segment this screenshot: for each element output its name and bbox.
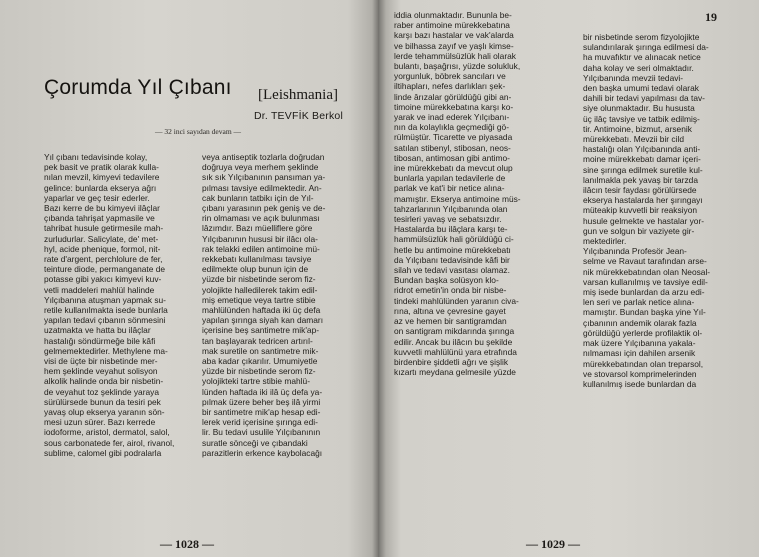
text-line: yaparlar ve geç tesir ederler. [44,192,150,203]
text-line: mahlülünden haftada iki üç defa [202,305,321,316]
text-line: doğruya veya merhem şeklinde [202,162,319,173]
text-line: sous carbonatede fer, airol, rivanol, [44,437,175,448]
article-subtitle: [Leishmania] [258,87,338,103]
text-line: miş isede bunlardan da arzu edi- [583,287,705,298]
text-line: çıbanı yarasının pek geniş ve de- [202,203,326,214]
text-line: uzatmakta ve hatta bu ilâçlar [44,325,151,336]
text-line: lâzımdır. Bazı müelliflere göre [202,223,313,234]
right-page-number: — 1029 — [526,537,580,551]
text-line: mürekkebatından olan treparsol, [583,358,704,369]
text-line: Yılçıbanında mevzii tedavi- [583,72,684,83]
text-line: sulandırılarak şırınga edilmesi da- [583,42,709,53]
text-line: retile kullanılmakta isede bunlarla [44,305,168,316]
text-line: kızartı meydana gelmesile yüzde [394,367,516,378]
text-line: lir. Bu tedavi usulile Yılçıbanının [202,427,321,438]
text-line: Bundan başka solüsyon klo- [394,275,499,286]
text-line: tan başlayarak tedricen artırıl- [202,335,313,346]
text-line: satılan stibenyl, stibosan, neos- [394,142,511,153]
text-line: çıbanda tahrişat yapmasile ve [44,213,155,224]
text-line: suratle sönceği ve çıbandaki [202,437,308,448]
text-line: tir. Antimoine, bizmut, arsenik [583,123,692,134]
text-line: den başka umumi tedavi olarak [583,83,699,94]
text-line: alkolik halinde onda bir nisbetin- [44,376,164,387]
text-line: hem şeklinde veyahut solisyon [44,366,158,377]
left-page [0,0,378,557]
text-line: edilmekte olup bunun için de [202,264,309,275]
article-title: Çorumda Yıl Çıbanı [44,76,232,99]
text-line: da Yılçıbanı tedavisinde kâfi bir [394,254,510,265]
text-line: gun ve solgun bir vaziyete gir- [583,225,695,236]
text-line: ekserya hastalarda her şırıngayı [583,195,703,206]
text-line: yolojikteki tartre stibie mahlü- [202,376,310,387]
text-line: ilâcın tesir faydası görülürsede [583,185,697,196]
text-line: rate d'argent, perchlolure de fer, [44,254,163,265]
text-line: pılmak üzere beher beş ilâ yirmi [202,396,321,407]
text-line: gelince: bunlarda ekserya ağrı [44,182,157,193]
book-gutter [372,0,386,557]
right-page-column-2 [583,32,737,389]
text-line: iltihapları, nefes darlıkları şek- [394,81,506,92]
text-line: birdenbire şiddetli ağrı ve şişlik [394,356,509,367]
text-line: mamıştır. Bundan başka yine Yıl- [583,307,706,318]
text-line: bulantı, başağrısı, yüzde solukluk, [394,61,521,72]
text-line: yarak ve inad ederek Yılçıbanı- [394,112,510,123]
text-line: müteakip kuvvetli bir reaksiyon [583,205,698,216]
left-page-column-1 [44,152,194,458]
text-line: pılması tavsiye edilmektedir. An- [202,182,322,193]
text-line: lerde tehammülsüzlük hali olarak [394,50,516,61]
text-line: vetli maddeleri mahlül halinde [44,284,155,295]
text-line: yapılan tedavi çıbanın sönmesini [44,315,166,326]
text-line: mak suretile on santimetre mik- [202,345,319,356]
text-line: len seri ve parlak netice alına- [583,297,695,308]
text-line: görüldüğü yerlerde profilaktik ol- [583,327,703,338]
text-line: hetle bu antimoine mürekkebatı [394,244,511,255]
text-line: parazitlerin erkence kaybolacağı [202,447,323,458]
text-line: mak üzere Yılçıbanına yakala- [583,338,696,349]
text-line: karşı bazı hastalar ve vak'alarda [394,30,514,41]
text-line: lünden haftada iki ilâ üç defa ya- [202,386,323,397]
text-line: ine mürekkebatı da mevcut olup [394,163,513,174]
text-line: ridrot emetin'in onda bir nisbe- [394,285,507,296]
text-line: gelmemektedirler. Methylene ma- [44,345,168,356]
text-line: on santigram mikdarında şırınga [394,326,515,337]
text-line: nın da kolaylıkla geçmediği gö- [394,122,509,133]
text-line: linde ârızalar görüldüğü gibi an- [394,91,512,102]
text-line: rına, altına ve çevresine gayet [394,305,506,316]
text-line: Yılçıbanına atuşman yapmak su- [44,294,166,305]
text-line: ve stovarsol komprimelerinden [583,368,697,379]
left-page-column-2 [202,152,359,458]
text-line: dahili bir tedavi yapılması da tav- [583,93,705,104]
text-line: miş emetique veya tartre stibie [202,294,316,305]
text-line: üç ilâç tavsiye ve tatbik edilmiş- [583,113,700,124]
text-line: yüzde bir nisbetinde serom fiz- [202,366,316,377]
text-line: tahzarlarının Yılçıbanında olan [394,203,508,214]
text-line: husule gelmekte ve hastalar yor- [583,215,705,226]
text-line: mektedirler. [583,236,627,247]
text-line: tesirleri yavaş ve sebatsızdır. [394,214,502,225]
text-line: silah ve tedavi vasıtası olamaz. [394,265,510,276]
text-line: hammülsüzlük hali görüldüğü ci- [394,234,514,245]
article-author: Dr. TEVFİK Berkol [254,110,343,122]
text-line: Yıl çıbanı tedavisinde kolay, [44,152,148,162]
text-line: tindeki mahlülünden yaranın civa- [394,295,519,306]
text-line: Bazı kerre de bu kimyevi ilâçlar [44,203,160,214]
right-page-column-1 [394,10,560,377]
text-line: yavaş olup ekserya yaranın sön- [44,407,165,418]
text-line: sine şırınga edilmek suretile kul- [583,164,703,175]
text-line: hastalığı söndürmeğe bile kâfi [44,335,156,346]
text-line: moine mürekkebatı damar içeri- [583,154,701,165]
text-line: içerisine beş santimetre mik'ap- [202,325,320,336]
text-line: az ve hemen bir santigramdan [394,316,507,327]
text-line: yolojikte halledilerek takim edil- [202,284,318,295]
text-line: iddia olunmaktadır. Bununla be- [394,10,512,20]
text-line: veya antiseptik tozlarla doğrudan [202,152,325,162]
text-line: rak telakki edilen antimoine mü- [202,243,320,254]
text-line: bir santimetre mik'ap hesap edi- [202,407,321,418]
text-line: bunlarla yapılan tedavilerle de [394,173,506,184]
text-line: cak bunların tatbikı için de Yıl- [202,192,314,203]
text-line: nik mürekkebatından olan Neosal- [583,266,711,277]
text-line: mürekkebatı. Mevzii bir cild [583,134,684,145]
text-line: varsan kullanılmış ve tavsiye edil- [583,276,708,287]
text-line: parlak ve kat'i bir netice alına- [394,183,505,194]
text-line: tibosan, antimosan gibi antimo- [394,152,510,163]
text-line: yapılan şırınga siyah kan damarı [202,315,324,326]
text-line: lanılmakla pek yavaş bir tarzda [583,174,698,185]
right-page [378,0,759,557]
text-line: Yılçıbanının hususi bir ilâcı ola- [202,233,318,244]
text-line: visi de üçte bir nisbetinde mer- [44,356,158,367]
text-line: rekkebatı kullanılması tavsiye [202,254,312,265]
text-line: ve bilhassa zayıf ve yaşlı kimse- [394,40,514,51]
text-line: çıbanının andemik olarak fazla [583,317,697,328]
text-line: mamıştır. Ekserya antimoine müs- [394,193,521,204]
text-line: hastalığı olan Yılçıbanında anti- [583,144,701,155]
text-line: iodoforme, aristol, dermatol, salol, [44,427,170,438]
text-line: nılmaması için dahilen arsenik [583,348,696,359]
text-line: lerek verid içerisine şırınga edi- [202,417,318,428]
text-line: Yılçıbanında Profesör Jean- [583,246,687,257]
text-line: tahribat husule getirmesile mah- [44,223,164,234]
text-line: selme ve Ravaut tarafından arse- [583,256,707,267]
text-line: potasse gibi yakıcı kimyevi kuv- [44,274,162,285]
text-line: zurludurlar. Salicylate, de' met- [44,233,159,244]
text-line: sürülürsede bunun da tesiri pek [44,396,161,407]
text-line: siye olunmaktadır. Bu hususta [583,103,695,114]
text-line: mesi uzun sürer. Bazı kerrede [44,417,156,428]
text-line: raber antimoine mürekkebatına [394,20,510,31]
text-line: timoine mürekkebatına karşı ko- [394,101,514,112]
text-line: kuvvetli mahlülünü yara etrafında [394,346,517,357]
text-line: aba kadar çıkarılır. Umumiyetle [202,356,318,367]
text-line: hyl, acide phenique, formol, nit- [44,243,161,254]
text-line: pek basit ve pratik olarak kulla- [44,162,159,173]
text-line: ha muvafıktır ve alınacak netice [583,52,701,63]
text-line: rin olmaması ve açık bulunması [202,213,320,224]
text-line: yüzde bir nisbetinde serom fiz- [202,274,316,285]
text-line: nılan mevzil, kimyevi tedavilere [44,172,160,183]
left-page-number: — 1028 — [160,537,214,551]
text-line: rülmüştür. Ticarette ve piyasada [394,132,513,143]
text-line: Hastalarda bu ilâçlara karşı te- [394,224,508,235]
text-line: de veyahut toz şeklinde yaraya [44,386,159,397]
text-line: edilir. Ancak bu ilâcın bu şekilde [394,336,513,347]
text-line: yorgunluk, böbrek sancıları ve [394,71,506,82]
corner-page-number: 19 [705,10,717,24]
continued-note: — 32 inci sayıdan devam — [155,127,242,136]
text-line: sık sık Yılçıbanının pansıman ya- [202,172,326,183]
text-line: daha kolay ve seri olmaktadır. [583,62,694,73]
text-line: kullanılmış isede bunlardan da [583,378,697,389]
text-line: bir nisbetinde serom fizyolojikte [583,32,700,42]
text-line: teinture diode, permanganate de [44,264,166,275]
text-line: sublime, calomel gibi podralarla [44,447,162,458]
